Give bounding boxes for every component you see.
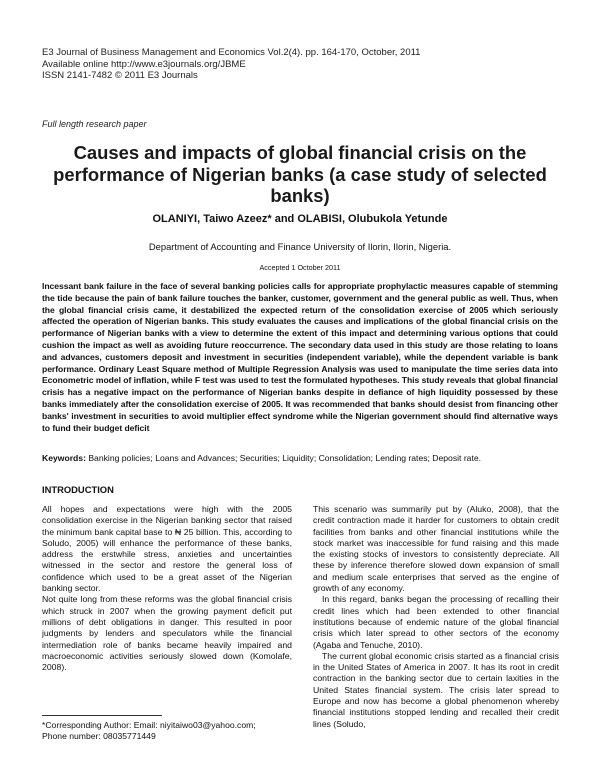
intro-paragraph: The current global economic crisis started as a financial crisis in the United States of America in 2007. It has its root in credit contraction in the banking sector due to certain laxities in the United States financial system. The crisis later spread to Europe and now has become a global phenomenon whereby financial institutions stopped lending and recalled their credit lines (Soludo, <box>313 650 559 729</box>
paper-title: Causes and impacts of global financial crisis on the performance of Nigerian banks (a case study of selected banks) <box>53 142 547 206</box>
introduction-heading: INTRODUCTION <box>42 484 114 495</box>
right-column <box>313 504 559 730</box>
keywords-label: Keywords: <box>42 453 86 463</box>
phone-number: Phone number: 08035771449 <box>42 731 156 741</box>
journal-citation: E3 Journal of Business Management and Economics Vol.2(4). pp. 164-170, October, 2011 <box>42 47 421 58</box>
journal-header <box>42 47 420 82</box>
journal-online-url: Available online http://www.e3journals.org/JBME <box>42 58 246 70</box>
keywords-text: Banking policies; Loans and Advances; Securities; Liquidity; Consolidation; Lending rates; Deposit rate. <box>88 453 482 463</box>
intro-paragraph: Not quite long from these reforms was the global financial crisis which struck in 2007 when the growing payment deficit put millions of debt obligations in danger. This resulted in poor judgments by lenders and speculators while the financial intermediation role of banks became heavily impaired and macroeconomic activities seriously slowed down (Komolafe, 2008). <box>42 594 292 673</box>
affiliation: Department of Accounting and Finance University of Ilorin, Ilorin, Nigeria. <box>148 241 452 252</box>
abstract: Incessant bank failure in the face of several banking policies calls for appropriate prophylactic measures capable of stemming the tide because the pain of bank failure touches the banker, customer, government and the general public as well. Thus, when the global financial crisis came, it destabilized the expected return of the consolidation exercise of 2005 which seriously affected the operation of Nigerian banks. This study evaluates the causes and implications of the global financial crisis on the performance of Nigerian banks with a view to determine the extent of this impact and determining various options that could cushion the impact as well as avoiding future reoccurrence. The secondary data used in this study are those relating to loans and advances, customers deposit and investment in securities (independent variable), while the dependent variable is bank performance. Ordinary Least Square method of Multiple Regression Analysis was used to manipulate the time series data into Econometric model of inflation, while F test was used to test the formulated hypotheses. This study reveals that global financial crisis has a negative impact on the performance of Nigerian banks despite in defiance of high liquidity possessed by these banks immediately after the consolidation exercise of 2005. It was recommended that banks should desist from financing other banks' investment in securities to avoid multiplier effect syndrome while the Nigerian government should find alternative ways to fund their budget deficit <box>42 281 558 433</box>
keywords <box>42 453 558 463</box>
corresponding-author: *Corresponding Author: Email: niyitaiwo03@yahoo.com; <box>42 720 256 730</box>
journal-issn: ISSN 2141-7482 © 2011 E3 Journals <box>42 70 198 81</box>
footnote <box>42 720 256 742</box>
footnote-divider <box>42 715 162 716</box>
intro-paragraph: All hopes and expectations were high with the 2005 consolidation exercise in the Nigerian banking sector that raised the minimum bank capital base to ₦ 25 billion. This, according to Soludo, 2005) will enhance the performance of these banks, address the erstwhile stress, anxieties and uncertainties witnessed in the sector and restore the general loss of confidence which used to be a great asset of the Nigerian banking sector. <box>42 504 292 594</box>
accepted-date: Accepted 1 October 2011 <box>259 263 341 272</box>
intro-paragraph: This scenario was summarily put by (Aluko, 2008), that the credit contraction made it harder for customers to obtain credit facilities from banks and other financial institutions while the stock market was inaccessible for fund raising and this made the existing stocks of investors to consistently depreciate. All these by inference therefore slowed down expansion of small and medium scale enterprises that served as the engine of growth of any economy. <box>313 504 559 594</box>
intro-paragraph: In this regard, banks began the processing of recalling their credit lines which had been extended to other financial institutions because of endemic nature of the global financial crisis which later spread to other sectors of the economy (Agaba and Tenuche, 2010). <box>313 594 559 650</box>
authors: OLANIYI, Taiwo Azeez* and OLABISI, Olubukola Yetunde <box>152 213 448 225</box>
left-column <box>42 504 292 673</box>
paper-type: Full length research paper <box>42 119 147 129</box>
